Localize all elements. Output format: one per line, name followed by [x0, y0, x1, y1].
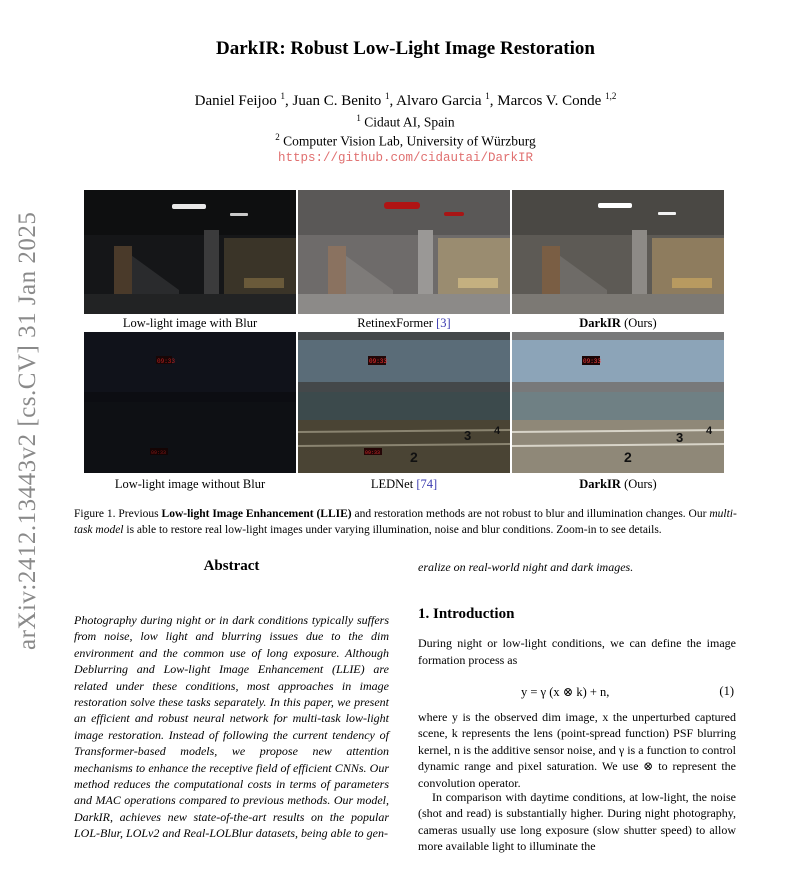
author-affil-mark: 1,2: [605, 91, 617, 101]
figure-caption-cell: [512, 477, 724, 492]
citation-link[interactable]: [74]: [416, 477, 438, 491]
author-affil-mark: 1: [280, 91, 285, 101]
caption-method-name: DarkIR: [579, 316, 621, 330]
lane-number: 3: [676, 430, 684, 445]
caption-text: LEDNet: [370, 477, 417, 491]
equation-body: y = γ (x ⊗ k) + n,: [521, 685, 610, 699]
figure-image-darkir-noblur: [512, 332, 724, 473]
figure-caption: [74, 506, 742, 538]
intro-paragraph: where y is the observed dim image, x the unperturbed captured scene, k represents the lens (point-spread function) PSF blurring kernel, n is the additive sensor noise, and γ is a function to control dynamic range and pixel saturation. We use ⊗ to represent the convolution operator.: [418, 710, 736, 790]
clock-readout: 09:33: [369, 358, 388, 365]
figure-caption-cell: [512, 316, 724, 331]
author-name: Marcos V. Conde: [497, 93, 602, 109]
figure-caption-cell: [84, 316, 296, 331]
author-affil-mark: 1: [384, 91, 390, 101]
clock-reflection: 09:33: [151, 450, 167, 456]
caption-italic: multi-task model: [74, 508, 737, 536]
figure-caption-cell: [84, 477, 296, 492]
affiliation-text: Cidaut AI, Spain: [364, 114, 455, 130]
lane-number: 3: [464, 428, 472, 443]
caption-text: (Ours): [620, 477, 657, 491]
clock-readout: 09:33: [157, 358, 176, 365]
equation-number: (1): [719, 684, 734, 698]
lane-number: 2: [410, 449, 418, 465]
lane-number: 2: [624, 449, 632, 465]
figure-image-lednet: [298, 332, 510, 473]
figure-image-retinexformer: [298, 190, 510, 314]
author-name: Juan C. Benito: [292, 93, 382, 109]
figure-image-lowlight-noblur: [84, 332, 296, 473]
author-affil-mark: 1: [485, 91, 490, 101]
affiliation: [0, 113, 811, 131]
lane-number: 4: [494, 425, 501, 437]
author-list: Daniel Feijoo $^1$, Juan C. Benito $^1$, Alvaro Garcia $^1$, Marcos V. Conde $^{1,2}$: [194, 91, 617, 109]
clock-reflection: 09:33: [365, 450, 381, 456]
caption-text: Low-light image with Blur: [122, 316, 258, 330]
abstract-heading: Abstract: [203, 558, 260, 574]
paper-title: DarkIR: Robust Low-Light Image Restoration: [216, 38, 595, 59]
intro-paragraph: During night or low-light conditions, we can define the image formation process as: [418, 636, 736, 667]
caption-bold: Low-light Image Enhancement (LLIE): [161, 508, 352, 520]
abstract-body: Photography during night or in dark conditions typically suffers from noise, low light and blurring issues due to the dim environment and the common use of long exposure. Although Deblurring and Low-light Image Enhancement (LLIE) are related under these conditions, most approaches in image restoration solve these tasks separately. In this paper, we present an efficient and robust neural network for multi-task low-light image restoration. Instead of following the current tendency of Transformer-based models, we propose new attention mechanisms to enhance the receptive field of efficient CNNs. Our method reduces the computational costs in terms of parameters and MAC operations compared to previous methods. Our model, DarkIR, achieves new state-of-the-art results on the popular LOL-Blur, LOLv2 and Real-LOLBlur datasets, being able to gen-: [74, 613, 389, 841]
citation-link[interactable]: [3]: [436, 316, 451, 330]
arxiv-stamp: arXiv:2412.13443v2 [cs.CV] 31 Jan 2025: [14, 211, 41, 650]
figure-caption-cell: [298, 316, 510, 331]
caption-text: and restoration methods are not robust to blur and illumination changes. Our: [351, 508, 710, 520]
project-link[interactable]: https://github.com/cidautai/DarkIR: [277, 151, 534, 165]
affiliation: [0, 132, 811, 150]
caption-method-name: DarkIR: [579, 477, 621, 491]
section-heading: 1. Introduction: [418, 606, 515, 622]
figure-caption-cell: [298, 477, 510, 492]
figure-image-lowlight-blur: [84, 190, 296, 314]
clock-readout: 09:33: [583, 358, 602, 365]
caption-text: RetinexFormer: [357, 316, 437, 330]
figure-image-darkir-blur: [512, 190, 724, 314]
lane-number: 4: [706, 425, 713, 437]
affiliation-mark: 2: [275, 132, 280, 142]
caption-text: (Ours): [620, 316, 657, 330]
intro-paragraph: In comparison with daytime conditions, at low-light, the noise (shot and read) is substantially higher. During night photography, cameras usually use long exposure (slow shutter speed) to allow more available light to illuminate the: [418, 790, 736, 854]
author-name: Alvaro Garcia: [396, 93, 482, 109]
affiliation-mark: 1: [356, 113, 361, 123]
author-name: Daniel Feijoo: [194, 93, 277, 109]
caption-text: is able to restore real low-light images under varying illumination, noise and blur conditions. Zoom-in to see details.: [123, 524, 662, 536]
caption-text: Low-light image without Blur: [114, 477, 266, 491]
abstract-continuation: eralize on real-world night and dark images.: [418, 560, 634, 574]
affiliation-text: Computer Vision Lab, University of Würzburg: [283, 133, 536, 149]
caption-text: Figure 1. Previous: [74, 508, 162, 520]
